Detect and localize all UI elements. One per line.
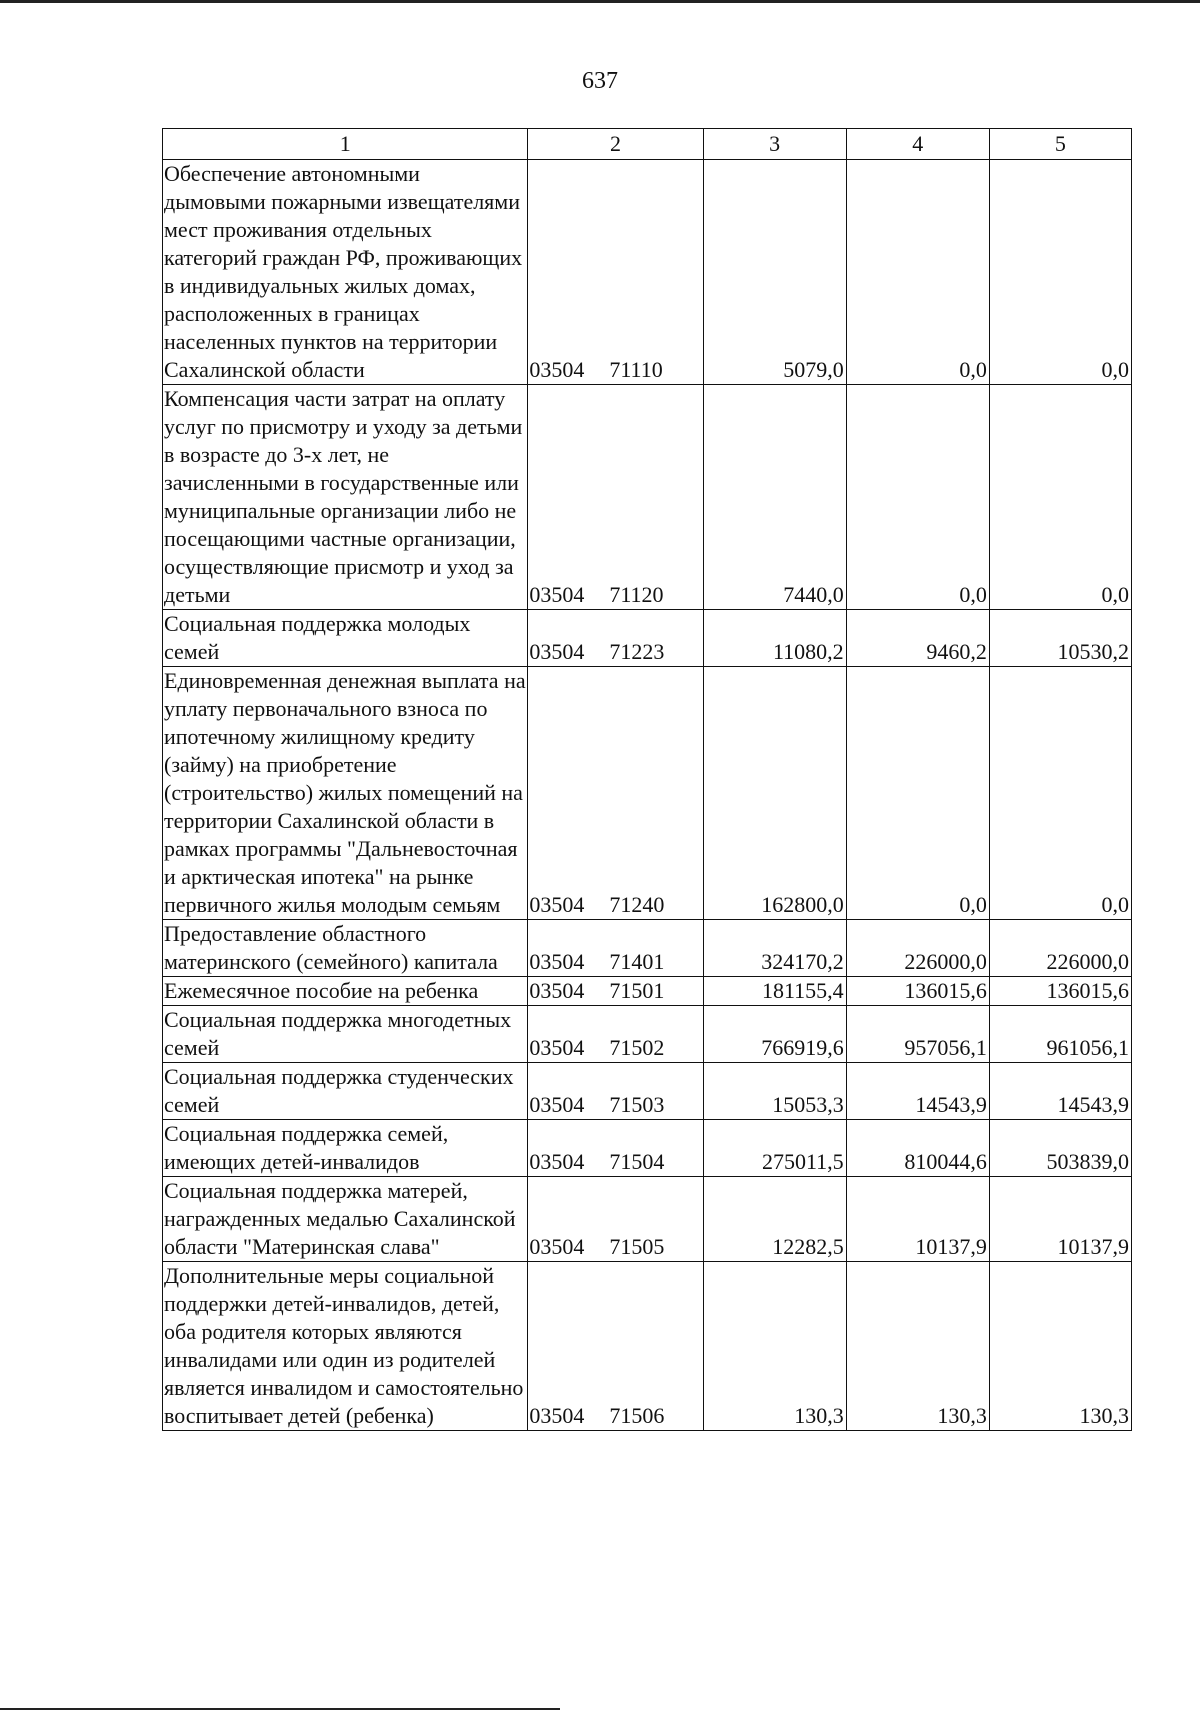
- value-col-3: 15053,3: [703, 1063, 846, 1120]
- value-col-5: 14543,9: [989, 1063, 1131, 1120]
- value-col-4: 10137,9: [846, 1177, 989, 1262]
- scan-bottom-line: [0, 1708, 560, 1710]
- target-code: 71120: [609, 582, 664, 607]
- scan-top-border: [0, 0, 1200, 3]
- value-col-3: 162800,0: [703, 667, 846, 920]
- column-number-row: [163, 129, 1132, 160]
- value-col-3: 181155,4: [703, 977, 846, 1006]
- target-code: 71401: [609, 949, 665, 974]
- section-code: 03504: [529, 1234, 585, 1259]
- value-col-5: 961056,1: [989, 1006, 1131, 1063]
- row-code: [528, 1063, 703, 1120]
- row-name: Социальная поддержка молодых семей: [163, 610, 528, 667]
- value-col-3: 11080,2: [703, 610, 846, 667]
- value-col-5: 136015,6: [989, 977, 1131, 1006]
- row-code: [528, 977, 703, 1006]
- target-code: 71502: [609, 1035, 665, 1060]
- table-row: [163, 610, 1132, 667]
- table-row: [163, 920, 1132, 977]
- section-code: 03504: [529, 1149, 585, 1174]
- column-header-3: 3: [703, 129, 846, 160]
- value-col-4: 9460,2: [846, 610, 989, 667]
- value-col-3: 7440,0: [703, 385, 846, 610]
- table-row: [163, 977, 1132, 1006]
- table-row: [163, 160, 1132, 385]
- section-code: 03504: [529, 357, 585, 382]
- target-code: 71504: [609, 1149, 665, 1174]
- value-col-4: 136015,6: [846, 977, 989, 1006]
- column-header-2: 2: [528, 129, 703, 160]
- target-code: 71503: [609, 1092, 665, 1117]
- row-name: Социальная поддержка семей, имеющих детей-инвалидов: [163, 1120, 528, 1177]
- target-code: 71501: [609, 978, 665, 1003]
- row-name: Компенсация части затрат на оплату услуг по присмотру и уходу за детьми в возрасте до 3-х лет, не зачисленными в государственные или муниципальные организации либо не посещающими частные организации, осуществляющие присмотр и уход за детьми: [163, 385, 528, 610]
- row-code: [528, 920, 703, 977]
- table-row: [163, 385, 1132, 610]
- value-col-5: 10137,9: [989, 1177, 1131, 1262]
- section-code: 03504: [529, 1092, 585, 1117]
- value-col-3: 130,3: [703, 1262, 846, 1431]
- section-code: 03504: [529, 639, 585, 664]
- target-code: 71240: [609, 892, 665, 917]
- target-code: 71505: [609, 1234, 665, 1259]
- value-col-3: 324170,2: [703, 920, 846, 977]
- value-col-5: 0,0: [989, 385, 1131, 610]
- row-name: Обеспечение автономными дымовыми пожарными извещателями мест проживания отдельных категорий граждан РФ, проживающих в индивидуальных жилых домах, расположенных в границах населенных пунктов на территории Сахалинской области: [163, 160, 528, 385]
- value-col-5: 10530,2: [989, 610, 1131, 667]
- section-code: 03504: [529, 949, 585, 974]
- value-col-5: 226000,0: [989, 920, 1131, 977]
- column-header-4: 4: [846, 129, 989, 160]
- table-row: [163, 1262, 1132, 1431]
- row-code: [528, 1006, 703, 1063]
- section-code: 03504: [529, 892, 585, 917]
- section-code: 03504: [529, 1035, 585, 1060]
- page-number: 637: [582, 68, 618, 94]
- value-col-3: 275011,5: [703, 1120, 846, 1177]
- value-col-3: 12282,5: [703, 1177, 846, 1262]
- table-row: [163, 667, 1132, 920]
- budget-table: [162, 128, 1132, 1431]
- row-name: Социальная поддержка многодетных семей: [163, 1006, 528, 1063]
- value-col-4: 0,0: [846, 160, 989, 385]
- value-col-4: 0,0: [846, 667, 989, 920]
- row-name: Социальная поддержка матерей, награжденных медалью Сахалинской области "Материнская слава": [163, 1177, 528, 1262]
- value-col-5: 130,3: [989, 1262, 1131, 1431]
- target-code: 71223: [609, 639, 665, 664]
- row-code: [528, 610, 703, 667]
- table-row: [163, 1063, 1132, 1120]
- row-code: [528, 385, 703, 610]
- column-header-5: 5: [989, 129, 1131, 160]
- row-name: Единовременная денежная выплата на уплату первоначального взноса по ипотечному жилищному кредиту (займу) на приобретение (строительство) жилых помещений на территории Сахалинской области в рамках программы "Дальневосточная и арктическая ипотека" на рынке первичного жилья молодым семьям: [163, 667, 528, 920]
- section-code: 03504: [529, 582, 585, 607]
- row-code: [528, 1120, 703, 1177]
- value-col-4: 810044,6: [846, 1120, 989, 1177]
- target-code: 71110: [609, 357, 663, 382]
- value-col-4: 957056,1: [846, 1006, 989, 1063]
- table-row: [163, 1006, 1132, 1063]
- section-code: 03504: [529, 978, 585, 1003]
- row-name: Дополнительные меры социальной поддержки детей-инвалидов, детей, оба родителя которых являются инвалидами или один из родителей является инвалидом и самостоятельно воспитывает детей (ребенка): [163, 1262, 528, 1431]
- column-header-1: 1: [163, 129, 528, 160]
- section-code: 03504: [529, 1403, 585, 1428]
- row-name: Социальная поддержка студенческих семей: [163, 1063, 528, 1120]
- target-code: 71506: [609, 1403, 665, 1428]
- value-col-4: 0,0: [846, 385, 989, 610]
- value-col-5: 0,0: [989, 160, 1131, 385]
- row-name: Предоставление областного материнского (семейного) капитала: [163, 920, 528, 977]
- value-col-5: 0,0: [989, 667, 1131, 920]
- table-row: [163, 1177, 1132, 1262]
- row-code: [528, 667, 703, 920]
- value-col-5: 503839,0: [989, 1120, 1131, 1177]
- value-col-3: 766919,6: [703, 1006, 846, 1063]
- row-name: Ежемесячное пособие на ребенка: [163, 977, 528, 1006]
- value-col-4: 130,3: [846, 1262, 989, 1431]
- row-code: [528, 160, 703, 385]
- value-col-4: 14543,9: [846, 1063, 989, 1120]
- row-code: [528, 1262, 703, 1431]
- row-code: [528, 1177, 703, 1262]
- value-col-3: 5079,0: [703, 160, 846, 385]
- value-col-4: 226000,0: [846, 920, 989, 977]
- table-row: [163, 1120, 1132, 1177]
